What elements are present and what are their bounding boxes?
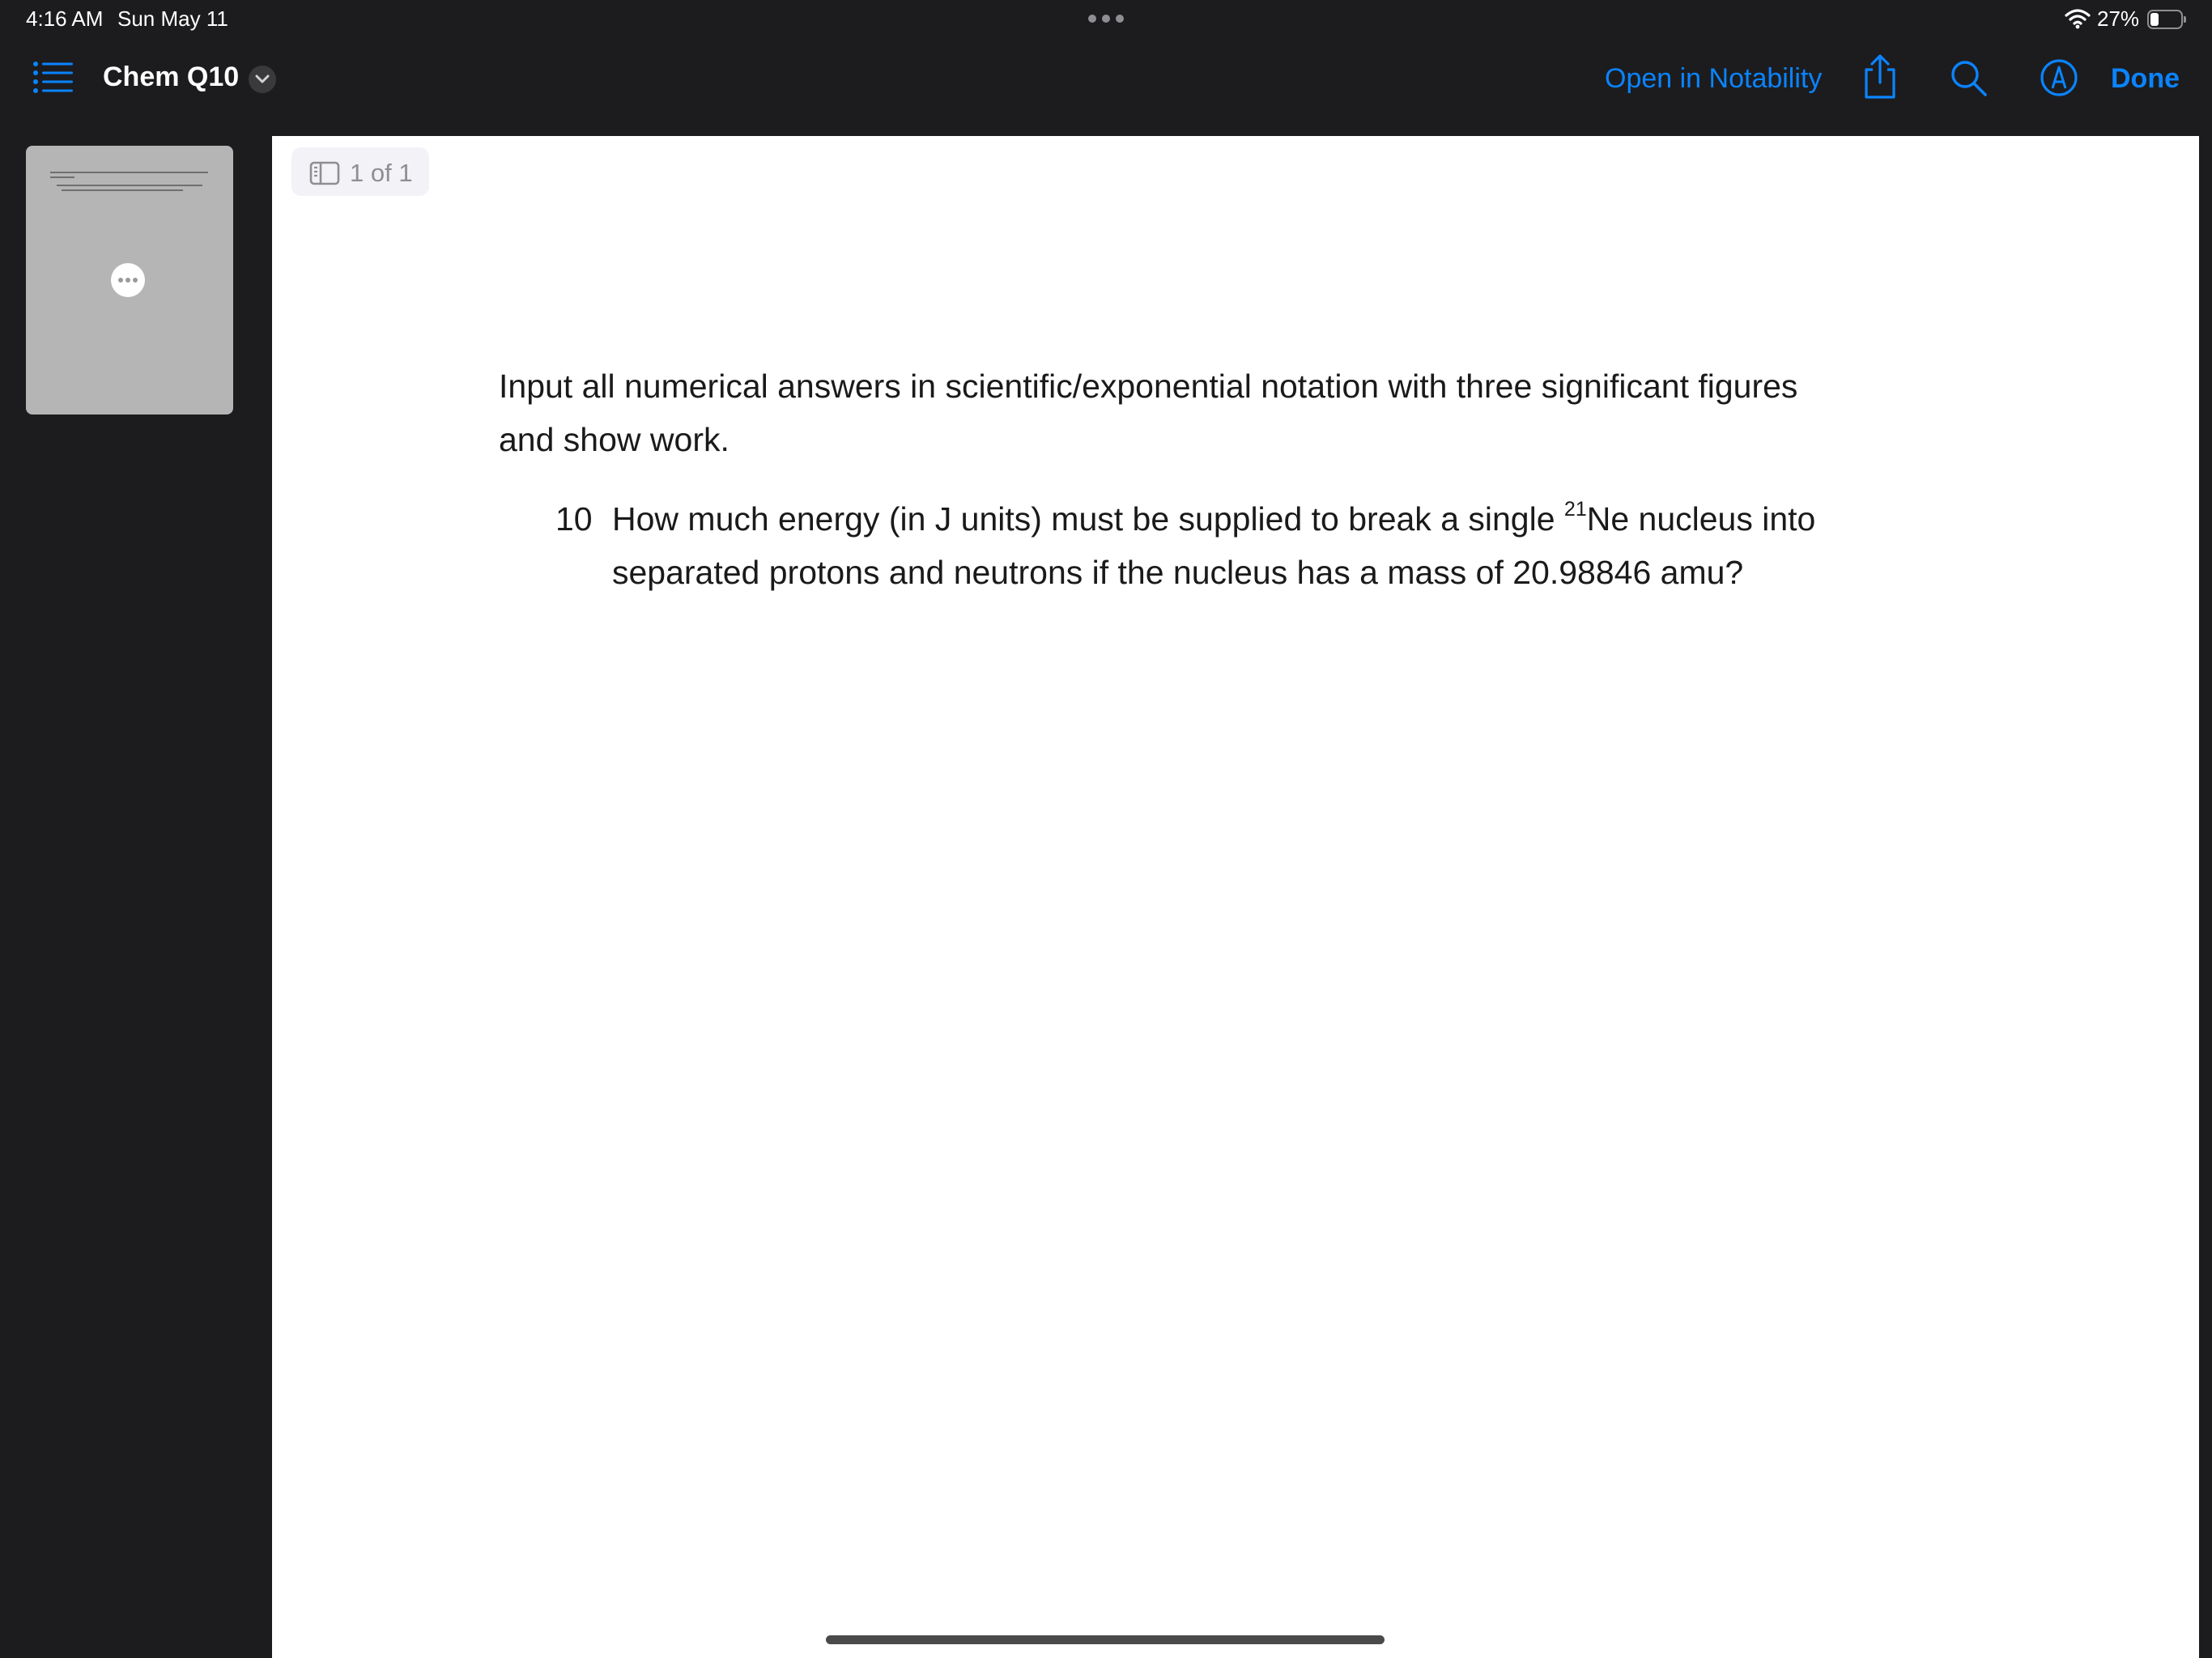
battery-percent: 27%	[2097, 6, 2140, 31]
question-text-start: How much energy (in J units) must be supplied to break a single	[612, 500, 1564, 538]
instruction-line-1: Input all numerical answers in scientific/exponential notation with three significant figures	[499, 368, 1798, 405]
share-icon[interactable]	[1861, 53, 1899, 100]
open-in-notability-button[interactable]: Open in Notability	[1605, 63, 1823, 94]
isotope-mass-number: 21	[1563, 498, 1587, 521]
status-time: 4:16 AM	[26, 6, 104, 31]
page-indicator[interactable]	[291, 147, 429, 196]
question-text-end: Ne nucleus into	[1586, 500, 1816, 538]
page-count: 1 of 1	[350, 159, 413, 187]
home-indicator[interactable]	[826, 1635, 1385, 1644]
title-menu-button[interactable]	[249, 66, 276, 93]
done-button[interactable]: Done	[2111, 63, 2180, 94]
question-line-2: separated protons and neutrons if the nucleus has a mass of 20.98846 amu?	[612, 554, 1744, 591]
wifi-icon	[2065, 8, 2091, 29]
status-bar	[0, 0, 2212, 39]
document-title[interactable]: Chem Q10	[103, 62, 240, 92]
chevron-down-icon	[255, 74, 270, 85]
sidebar-toggle-icon	[309, 161, 340, 185]
battery-icon	[2147, 10, 2186, 29]
thumbnail-sidebar	[0, 136, 272, 1658]
document-page[interactable]	[272, 136, 2199, 1658]
status-date: Sun May 11	[117, 6, 228, 31]
search-icon[interactable]	[1949, 58, 1988, 97]
list-icon[interactable]	[32, 58, 74, 96]
multitask-dots-icon[interactable]	[1088, 13, 1124, 24]
toolbar	[0, 39, 2212, 136]
markup-icon[interactable]	[2040, 58, 2078, 97]
question-number: 10	[555, 500, 593, 538]
more-icon[interactable]	[111, 263, 145, 297]
page-thumbnail[interactable]	[26, 146, 233, 414]
instruction-line-2: and show work.	[499, 421, 730, 458]
question-line-1	[612, 492, 1815, 551]
